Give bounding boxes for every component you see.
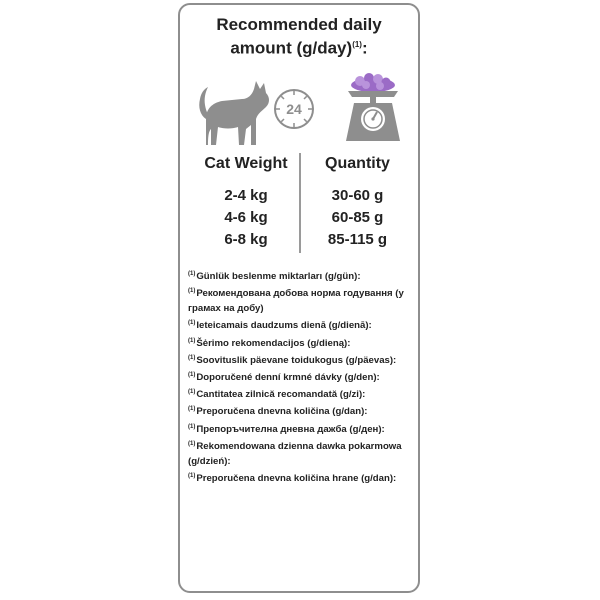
- translation-text: Preporučena dnevna količina (g/dan):: [196, 406, 368, 418]
- quantity-header: Quantity: [325, 155, 390, 172]
- translation-text: Doporučené denní krmné dávky (g/den):: [196, 372, 380, 384]
- title-line-2: amount $(g/day)^{(1)}$:: [230, 38, 368, 58]
- translation-text: Soovituslik päevane toidukogus (g/päevas):: [196, 354, 397, 366]
- translation-note: [188, 334, 412, 351]
- translation-text: Šėrimo rekomendacijos (g/dieną):: [196, 337, 351, 349]
- footnote-marker: (1): [188, 389, 196, 396]
- feeding-guide-panel: [178, 3, 420, 593]
- table-row: [180, 231, 418, 253]
- footnote-marker: (1): [188, 472, 196, 479]
- clock-label: 24: [286, 101, 302, 117]
- translation-text: Preporučena dnevna količina hrane (g/dan):: [196, 473, 397, 485]
- translation-text: Препоръчителна дневна дажба (g/ден):: [196, 423, 385, 435]
- translation-text: Günlük beslenme miktarları (g/gün):: [196, 271, 361, 283]
- footnote-marker: (1): [188, 423, 196, 430]
- footnote-marker: (1): [188, 406, 196, 413]
- weight-cell: 6-8 kg: [224, 231, 268, 248]
- translation-note: [188, 469, 412, 486]
- feeding-guide-title: [180, 15, 418, 59]
- weight-cell: 2-4 kg: [224, 187, 268, 204]
- translation-text: Ieteicamais daudzums dienā (g/dienā):: [196, 320, 372, 332]
- translation-note: [188, 267, 412, 284]
- footnote-marker: (1): [188, 288, 196, 295]
- translation-note: [188, 284, 412, 316]
- title-line-1: Recommended daily: [216, 15, 382, 34]
- translation-note: [188, 351, 412, 368]
- footnote-marker: (1): [188, 371, 196, 378]
- weight-cell: 4-6 kg: [224, 209, 268, 226]
- translation-note: [188, 316, 412, 333]
- footnote-marker: (1): [188, 337, 196, 344]
- clock-24-icon: [272, 87, 316, 131]
- translation-notes: [188, 267, 412, 486]
- footnote-marker: (1): [188, 354, 196, 361]
- title-line-2-text: amount (g/day): [230, 38, 353, 58]
- table-row: [180, 187, 418, 209]
- table-row: [180, 209, 418, 231]
- translation-note: [188, 402, 412, 419]
- title-footnote-marker: (1): [352, 40, 362, 49]
- icon-row: [180, 73, 418, 151]
- translation-note: [188, 437, 412, 469]
- translation-text: Рекомендована добова норма годування (у грамах на добу): [188, 288, 404, 315]
- translation-note: [188, 385, 412, 402]
- cat-weight-header: Cat Weight: [204, 155, 288, 172]
- quantity-cell: 30-60 g: [331, 187, 384, 204]
- cat-icon: [194, 79, 274, 147]
- translation-note: [188, 368, 412, 385]
- translation-text: Rekomendowana dzienna dawka pokarmowa (g/dzień):: [188, 440, 402, 467]
- food-scale-icon: [342, 73, 404, 143]
- translation-note: [188, 420, 412, 437]
- footnote-marker: (1): [188, 271, 196, 277]
- footnote-marker: (1): [188, 440, 196, 447]
- feeding-table: [180, 187, 418, 253]
- footnote-marker: (1): [188, 320, 196, 327]
- quantity-cell: 60-85 g: [331, 209, 384, 226]
- translation-text: Cantitatea zilnică recomandată (g/zi):: [196, 389, 366, 401]
- quantity-cell: 85-115 g: [327, 231, 388, 248]
